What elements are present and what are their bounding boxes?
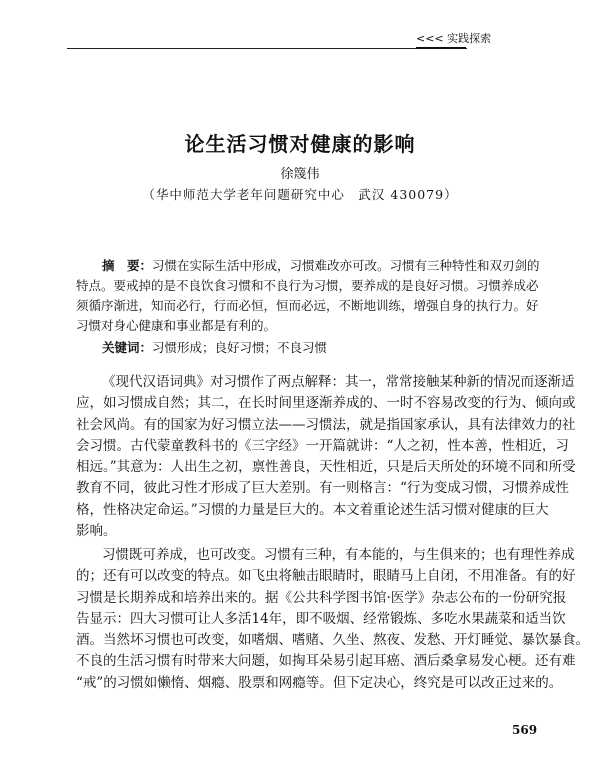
keywords-text: 习惯形成；良好习惯；不良习惯 [152, 340, 328, 355]
text-line: 习惯是长期养成和培养出来的。据《公共科学图书馆·医学》杂志公布的一份研究报 [76, 589, 567, 606]
abstract-label: 摘 要： [102, 258, 153, 273]
header-rule [67, 48, 467, 49]
text-line: 社会风尚。有的国家为好习惯立法——习惯法，就是指国家承认，具有法律效力的社 [76, 416, 576, 433]
abstract-line: 特点。要戒掉的是不良饮食习惯和不良行为习惯，要养成的是良好习惯。习惯养成必 [76, 278, 539, 293]
abstract-line: 习惯对身心健康和事业都是有利的。 [76, 318, 277, 333]
body-paragraph-1 [76, 372, 576, 542]
article-affiliation: （华中师范大学老年问题研究中心 武汉 430079） [142, 187, 458, 202]
text-line: 习惯既可养成，也可改变。习惯有三种，有本能的，与生俱来的；也有理性养成 [102, 547, 575, 563]
header-rule-accent [416, 47, 466, 49]
text-line: 会习惯。古代蒙童教科书的《三字经》一开篇就讲：“人之初，性本善，性相近，习 [76, 437, 569, 454]
text-line: 不良的生活习惯有时带来大问题，如掏耳朵易引起耳癌、酒后桑拿易发心梗。还有难 [76, 653, 576, 670]
keywords [76, 339, 528, 357]
text-line: 的；还有可以改变的特点。如飞虫将触击眼睛时，眼睛马上自闭，不用准备。有的好 [76, 568, 576, 585]
abstract-line [76, 256, 540, 276]
keywords-label: 关键词： [102, 340, 153, 355]
text-line: 格，性格决定命运。”习惯的力量是巨大的。本文着重论述生活习惯对健康的巨大 [76, 501, 549, 518]
text-line: “戒”的习惯如懒惰、烟瘾、股票和网瘾等。但下定决心，终究是可以改正过来的。 [76, 674, 563, 691]
text-line: 应，如习惯成自然；其二，在长时间里逐渐养成的、一时不容易改变的行为、倾向或 [76, 395, 576, 412]
running-header-section: <<< 实践探索 [416, 32, 492, 45]
text-line: 影响。 [76, 523, 117, 540]
body-paragraph-2 [76, 545, 589, 694]
article-author: 徐篾伟 [280, 167, 320, 182]
text-line: 教育不同，彼此习性才形成了巨大差别。有一则格言：“行为变成习惯，习惯养成性 [76, 480, 569, 497]
text-line: 《现代汉语词典》对习惯作了两点解释：其一，常常接触某种新的情况而逐渐适 [102, 374, 575, 390]
abstract-line-text: 习惯在实际生活中形成，习惯难改亦可改。习惯有三种特性和双刃剑的 [152, 258, 540, 273]
text-line: 告显示：四大习惯可让人多活14年，即不吸烟、经常锻炼、多吃水果蔬菜和适当饮 [76, 610, 566, 627]
abstract [76, 256, 540, 336]
abstract-line: 须循序渐进，知而必行，行而必恒，恒而必远，不断地训练，增强自身的执行力。好 [76, 298, 539, 313]
article-title: 论生活习惯对健康的影响 [184, 132, 416, 156]
text-line: 相远。”其意为：人出生之初，禀性善良，天性相近，只是后天所处的环境不同和所受 [76, 459, 576, 476]
page-number: 569 [512, 723, 538, 737]
text-line: 酒。当然坏习惯也可改变，如嗜烟、嗜赌、久坐、熬夜、发愁、开灯睡觉、暴饮暴食。 [76, 632, 589, 649]
